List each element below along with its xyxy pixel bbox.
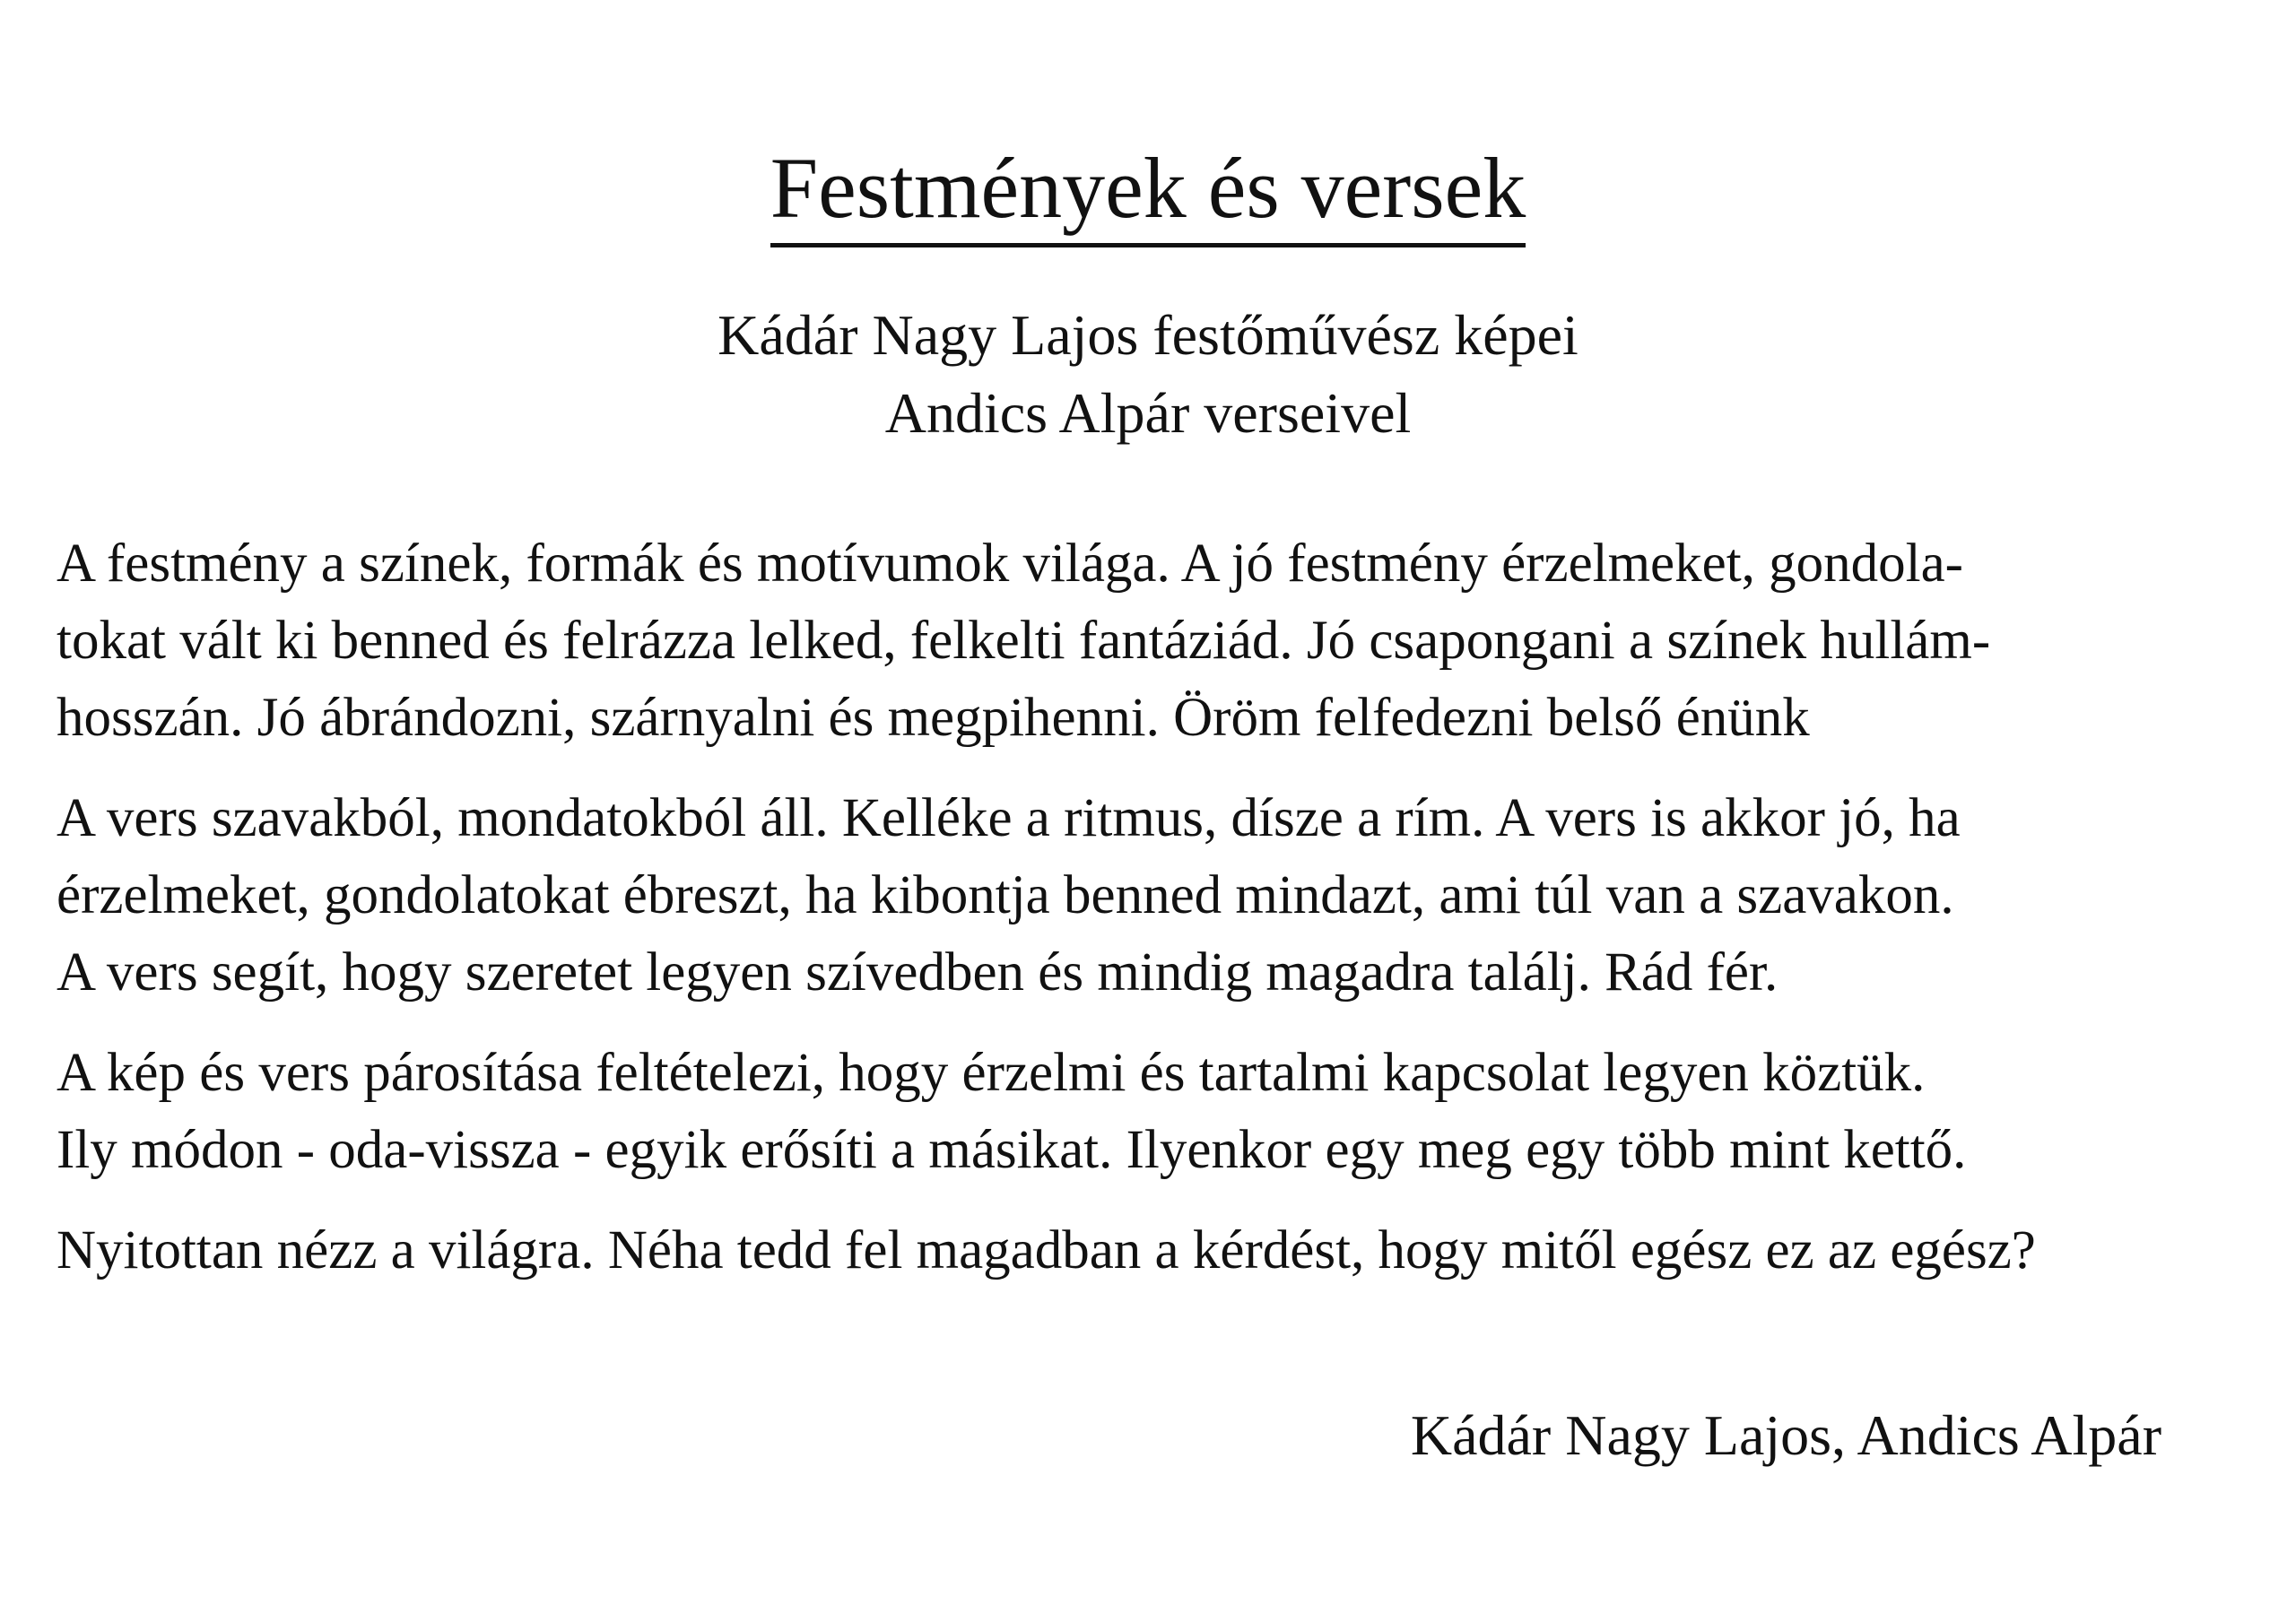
title-block <box>0 139 2296 247</box>
paragraph-painting <box>57 525 2272 757</box>
paragraph-line: A kép és vers párosítása feltételezi, hogy érzelmi és tartalmi kapcsolat legyen köztük. <box>57 1043 1926 1103</box>
body-text <box>57 525 2272 1313</box>
author-signature: Kádár Nagy Lajos, Andics Alpár <box>1410 1403 2161 1467</box>
paragraph-line: A festmény a színek, formák és motívumok világa. A jó festmény érzelmeket, gondola- <box>57 534 1963 594</box>
subtitle-block <box>0 296 2296 452</box>
paragraph-pairing <box>57 1035 2272 1189</box>
paragraph-line: tokat vált ki benned és felrázza lelked, felkelti fantáziád. Jó csapongani a színek hullám- <box>57 611 1991 671</box>
paragraph-line: hosszán. Jó ábrándozni, szárnyalni és megpihenni. Öröm felfedezni belső énünk <box>57 688 1810 748</box>
subtitle-line-poet: Andics Alpár verseivel <box>884 381 1412 445</box>
paragraph-line: Ily módon - oda-vissza - egyik erősíti a másikat. Ilyenkor egy meg egy több mint kettő. <box>57 1120 1967 1180</box>
paragraph-line: A vers segít, hogy szeretet legyen szívedben és mindig magadra találj. Rád fér. <box>57 942 1779 1002</box>
subtitle-line-painter: Kádár Nagy Lajos festőművész képei <box>718 303 1578 367</box>
paragraph-line: Nyitottan nézz a világra. Néha tedd fel magadban a kérdést, hogy mitől egész ez az egész? <box>57 1220 2036 1280</box>
paragraph-line: érzelmeket, gondolatokat ébreszt, ha kibontja benned mindazt, ami túl van a szavakon. <box>57 865 1954 925</box>
paragraph-poem <box>57 780 2272 1011</box>
paragraph-closing <box>57 1212 2272 1289</box>
page-title: Festmények és versek <box>770 139 1526 247</box>
paragraph-line: A vers szavakból, mondatokból áll. Kelléke a ritmus, dísze a rím. A vers is akkor jó, ha <box>57 788 1961 848</box>
